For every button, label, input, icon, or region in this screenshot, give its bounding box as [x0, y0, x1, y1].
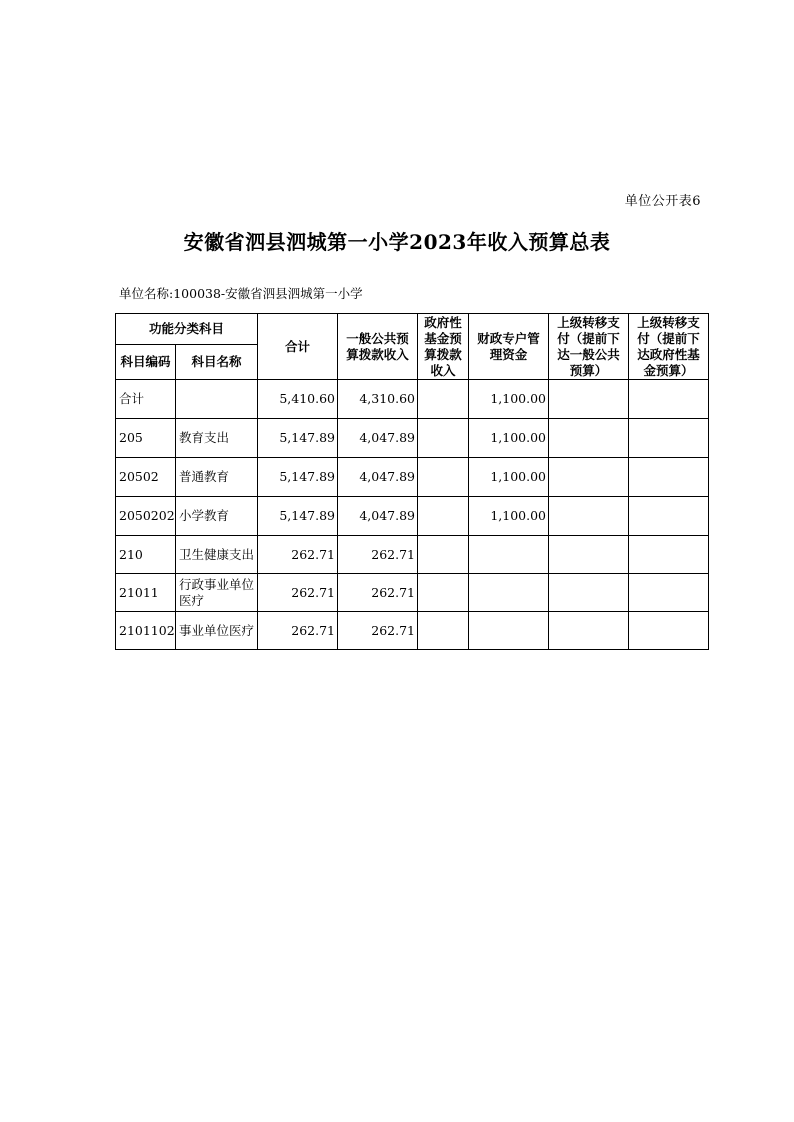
table-row	[116, 458, 709, 497]
gov-fund-cell	[418, 458, 469, 497]
gov-fund-cell	[418, 574, 469, 612]
table-row	[116, 574, 709, 612]
table-row	[116, 380, 709, 419]
header-transfer-fund: 上级转移支付（提前下达政府性基金预算）	[629, 314, 709, 380]
code-cell: 210	[116, 536, 176, 574]
general-budget-cell: 262.71	[338, 536, 418, 574]
transfer-fund-cell	[629, 458, 709, 497]
gov-fund-cell	[418, 380, 469, 419]
code-cell: 21011	[116, 574, 176, 612]
transfer-fund-cell	[629, 574, 709, 612]
special-account-cell: 1,100.00	[469, 458, 549, 497]
table-row	[116, 497, 709, 536]
table-row	[116, 419, 709, 458]
code-cell: 20502	[116, 458, 176, 497]
transfer-general-cell	[549, 612, 629, 650]
header-special-account: 财政专户管理资金	[469, 314, 549, 380]
gov-fund-cell	[418, 497, 469, 536]
code-cell: 205	[116, 419, 176, 458]
header-general-budget: 一般公共预算拨款收入	[338, 314, 418, 380]
general-budget-cell: 4,047.89	[338, 497, 418, 536]
header-code: 科目编码	[116, 345, 176, 380]
general-budget-cell: 262.71	[338, 574, 418, 612]
total-cell: 262.71	[258, 574, 338, 612]
form-number: 单位公开表6	[624, 194, 701, 209]
transfer-fund-cell	[629, 497, 709, 536]
total-cell: 5,147.89	[258, 497, 338, 536]
transfer-fund-cell	[629, 536, 709, 574]
total-cell: 5,147.89	[258, 419, 338, 458]
header-gov-fund: 政府性基金预算拨款收入	[418, 314, 469, 380]
transfer-general-cell	[549, 536, 629, 574]
gov-fund-cell	[418, 419, 469, 458]
transfer-general-cell	[549, 497, 629, 536]
header-row-1	[116, 314, 709, 345]
name-cell: 行政事业单位医疗	[176, 574, 258, 612]
header-total: 合计	[258, 314, 338, 380]
transfer-general-cell	[549, 380, 629, 419]
code-cell: 2101102	[116, 612, 176, 650]
general-budget-cell: 4,310.60	[338, 380, 418, 419]
name-cell: 事业单位医疗	[176, 612, 258, 650]
name-cell: 卫生健康支出	[176, 536, 258, 574]
total-cell: 5,147.89	[258, 458, 338, 497]
name-cell	[176, 380, 258, 419]
special-account-cell	[469, 574, 549, 612]
special-account-cell	[469, 536, 549, 574]
table-row	[116, 536, 709, 574]
transfer-fund-cell	[629, 612, 709, 650]
budget-table	[115, 313, 709, 650]
header-func-class: 功能分类科目	[116, 314, 258, 345]
special-account-cell: 1,100.00	[469, 419, 549, 458]
transfer-fund-cell	[629, 380, 709, 419]
special-account-cell: 1,100.00	[469, 380, 549, 419]
code-cell: 2050202	[116, 497, 176, 536]
gov-fund-cell	[418, 536, 469, 574]
name-cell: 教育支出	[176, 419, 258, 458]
transfer-general-cell	[549, 419, 629, 458]
code-cell: 合计	[116, 380, 176, 419]
special-account-cell: 1,100.00	[469, 497, 549, 536]
table-row	[116, 612, 709, 650]
name-cell: 普通教育	[176, 458, 258, 497]
general-budget-cell: 262.71	[338, 612, 418, 650]
total-cell: 262.71	[258, 536, 338, 574]
general-budget-cell: 4,047.89	[338, 419, 418, 458]
gov-fund-cell	[418, 612, 469, 650]
header-name: 科目名称	[176, 345, 258, 380]
header-transfer-general: 上级转移支付（提前下达一般公共预算）	[549, 314, 629, 380]
name-cell: 小学教育	[176, 497, 258, 536]
total-cell: 262.71	[258, 612, 338, 650]
transfer-general-cell	[549, 574, 629, 612]
special-account-cell	[469, 612, 549, 650]
page-title: 安徽省泗县泗城第一小学2023年收入预算总表	[183, 230, 611, 254]
general-budget-cell: 4,047.89	[338, 458, 418, 497]
total-cell: 5,410.60	[258, 380, 338, 419]
transfer-fund-cell	[629, 419, 709, 458]
transfer-general-cell	[549, 458, 629, 497]
unit-name-line: 单位名称:100038-安徽省泗县泗城第一小学	[119, 286, 363, 301]
